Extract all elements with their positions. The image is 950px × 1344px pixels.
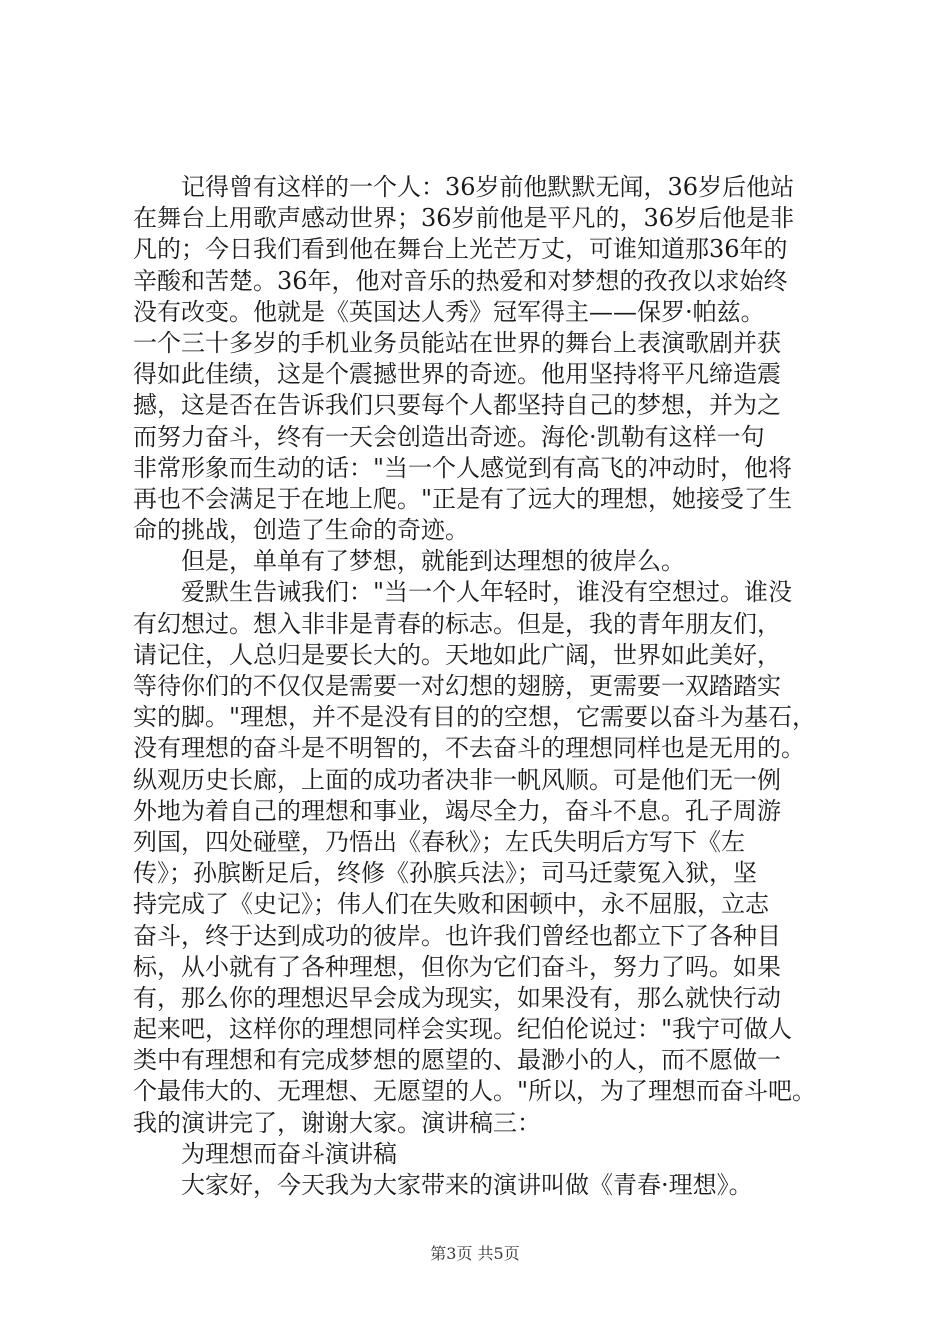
paragraph-line: 而努力奋斗，终有一天会创造出奇迹。海伦·凯勒有这样一句 [133,422,765,451]
paragraph-line: 一个三十多岁的手机业务员能站在世界的舞台上表演歌剧并获 [133,328,781,357]
paragraph-line: 个最伟大的、无理想、无愿望的人。"所以，为了理想而奋斗吧。 [133,1077,817,1106]
paragraph-line: 奋斗，终于达到成功的彼岸。也许我们曾经也都立下了各种目 [133,921,781,950]
paragraph-line: 有幻想过。想入非非是青春的标志。但是，我的青年朋友们， [133,609,781,638]
section-title: 为理想而奋斗演讲稿 [181,1139,397,1168]
paragraph-line: 辛酸和苦楚。36年，他对音乐的热爱和对梦想的孜孜以求始终 [133,266,788,295]
paragraph-line: 得如此佳绩，这是个震撼世界的奇迹。他用坚持将平凡缔造震 [133,360,781,389]
paragraph-line: 撼，这是否在告诉我们只要每个人都坚持自己的梦想，并为之 [133,391,781,420]
paragraph-line: 再也不会满足于在地上爬。"正是有了远大的理想，她接受了生 [133,484,793,513]
paragraph-line: 命的挑战，创造了生命的奇迹。 [133,516,469,545]
paragraph-line: 爱默生告诫我们："当一个人年轻时，谁没有空想过。谁没 [181,578,793,607]
paragraph-line: 非常形象而生动的话："当一个人感觉到有高飞的冲动时，他将 [133,453,793,482]
paragraph-line: 标，从小就有了各种理想，但你为它们奋斗，努力了吗。如果 [133,952,781,981]
paragraph-line: 等待你们的不仅仅是需要一对幻想的翅膀，更需要一双踏踏实 [133,672,781,700]
paragraph-line: 请记住，人总归是要长大的。天地如此广阔，世界如此美好， [133,640,781,669]
paragraph-line: 但是，单单有了梦想，就能到达理想的彼岸么。 [181,547,685,576]
paragraph-line: 在舞台上用歌声感动世界；36岁前他是平凡的，36岁后他是非 [133,204,795,233]
paragraph-line: 传》；孙膑断足后，终修《孙膑兵法》；司马迁蒙冤入狱，坚 [133,859,757,888]
paragraph-line: 持完成了《史记》；伟人们在失败和困顿中，永不屈服，立志 [133,890,769,919]
paragraph-line: 实的脚。"理想，并不是没有目的的空想，它需要以奋斗为基石， [133,703,817,732]
paragraph-line: 类中有理想和有完成梦想的愿望的、最渺小的人，而不愿做一 [133,1046,781,1075]
speech-body-text [133,172,833,1201]
paragraph-line: 没有理想的奋斗是不明智的，不去奋斗的理想同样也是无用的。 [133,734,805,763]
paragraph-line: 列国，四处碰壁，乃悟出《春秋》；左氏失明后方写下《左 [133,827,745,856]
paragraph-line: 凡的；今日我们看到他在舞台上光芒万丈，可谁知道那36年的 [133,235,788,264]
paragraph-line: 大家好，今天我为大家带来的演讲叫做《青春·理想》。 [181,1171,753,1199]
page-number-footer: 第3页 共5页 [430,1244,520,1263]
paragraph-line: 我的演讲完了，谢谢大家。演讲稿三： [133,1108,541,1137]
paragraph-line: 记得曾有这样的一个人：36岁前他默默无闻，36岁后他站 [181,173,795,201]
paragraph-line: 有，那么你的理想迟早会成为现实，如果没有，那么就快行动 [133,983,781,1012]
paragraph-line: 纵观历史长廊，上面的成功者决非一帆风顺。可是他们无一例 [133,765,781,794]
paragraph-line: 没有改变。他就是《英国达人秀》冠军得主——保罗·帕兹。 [133,297,765,326]
paragraph-line: 起来吧，这样你的理想同样会实现。纪伯伦说过："我宁可做人 [133,1015,793,1044]
paragraph-line: 外地为着自己的理想和事业，竭尽全力，奋斗不息。孔子周游 [133,796,781,825]
